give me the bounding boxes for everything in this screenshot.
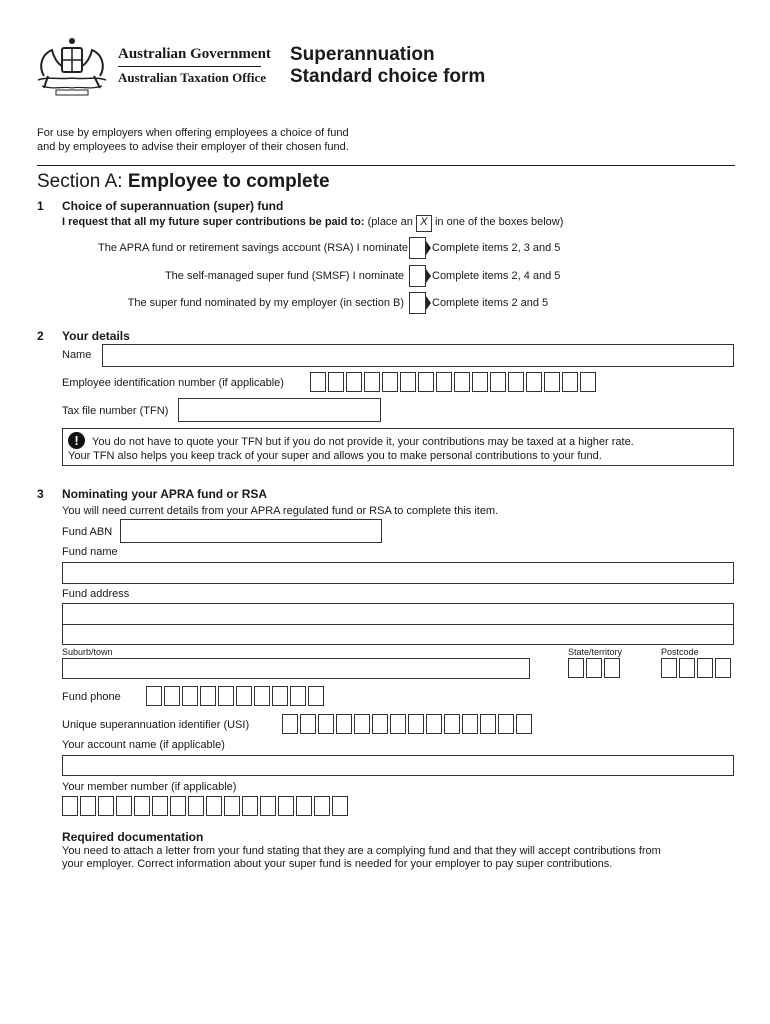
fund-abn-label: Fund ABN — [62, 526, 113, 538]
char-cell[interactable] — [98, 796, 114, 816]
char-cell[interactable] — [116, 796, 132, 816]
digit-cell[interactable] — [272, 686, 288, 706]
tfn-notice-line2: Your TFN also helps you keep track of your super and allows you to make personal contributions to your fund. — [68, 450, 602, 462]
item1-request-pre: (place an — [367, 216, 413, 228]
item1-request-mark: X — [416, 215, 432, 232]
item3-heading: Nominating your APRA fund or RSA — [62, 487, 268, 501]
section-divider — [37, 165, 735, 166]
letter-cell[interactable] — [586, 658, 602, 678]
name-label: Name — [62, 349, 92, 361]
fund-phone-input[interactable] — [146, 686, 324, 706]
item2-heading: Your details — [62, 329, 130, 343]
char-cell[interactable] — [300, 714, 316, 734]
warning-icon: ! — [68, 432, 85, 449]
fund-phone-label: Fund phone — [62, 691, 121, 703]
item2-number: 2 — [37, 329, 44, 343]
digit-cell[interactable] — [290, 686, 306, 706]
char-cell[interactable] — [332, 796, 348, 816]
letter-cell[interactable] — [604, 658, 620, 678]
digit-cell[interactable] — [580, 372, 596, 392]
digit-cell[interactable] — [454, 372, 470, 392]
usi-input[interactable] — [282, 714, 532, 734]
char-cell[interactable] — [426, 714, 442, 734]
digit-cell[interactable] — [346, 372, 362, 392]
char-cell[interactable] — [278, 796, 294, 816]
choice-checkbox-apra[interactable] — [409, 237, 426, 259]
digit-cell[interactable] — [146, 686, 162, 706]
digit-cell[interactable] — [490, 372, 506, 392]
choice-action-smsf: Complete items 2, 4 and 5 — [432, 270, 561, 282]
item3-number: 3 — [37, 487, 44, 501]
account-name-input[interactable] — [62, 755, 734, 776]
char-cell[interactable] — [80, 796, 96, 816]
fund-address-label: Fund address — [62, 588, 130, 600]
char-cell[interactable] — [408, 714, 424, 734]
choice-row-apra — [40, 238, 408, 260]
char-cell[interactable] — [152, 796, 168, 816]
choice-row-employer — [40, 293, 404, 315]
org-divider — [118, 66, 261, 67]
section-a-prefix: Section A: — [37, 171, 123, 192]
suburb-label: Suburb/town — [62, 647, 113, 657]
char-cell[interactable] — [224, 796, 240, 816]
form-title-line1: Superannuation — [290, 44, 435, 65]
digit-cell[interactable] — [508, 372, 524, 392]
item1-number: 1 — [37, 199, 44, 213]
employee-id-label: Employee identification number (if applicable) — [62, 377, 284, 389]
digit-cell[interactable] — [679, 658, 695, 678]
digit-cell[interactable] — [200, 686, 216, 706]
item1-request-bold: I request that all my future super contributions be paid to: — [62, 216, 365, 228]
char-cell[interactable] — [336, 714, 352, 734]
intro-text-line1: For use by employers when offering employees a choice of fund — [37, 127, 349, 139]
choice-action-employer: Complete items 2 and 5 — [432, 297, 549, 309]
item3-subtext: You will need current details from your APRA regulated fund or RSA to complete this item. — [62, 505, 499, 517]
account-name-label: Your account name (if applicable) — [62, 739, 225, 751]
digit-cell[interactable] — [364, 372, 380, 392]
digit-cell[interactable] — [661, 658, 677, 678]
intro-text-line2: and by employees to advise their employer of their chosen fund. — [37, 141, 349, 153]
coat-of-arms-logo — [34, 36, 110, 98]
name-input[interactable] — [102, 344, 734, 367]
org-name-secondary: Australian Taxation Office — [118, 70, 267, 85]
digit-cell[interactable] — [715, 658, 731, 678]
choice-action-apra: Complete items 2, 3 and 5 — [432, 242, 561, 254]
char-cell[interactable] — [260, 796, 276, 816]
tfn-input[interactable] — [178, 398, 381, 422]
arrow-right-icon — [426, 241, 431, 255]
required-docs-heading: Required documentation — [62, 830, 204, 844]
digit-cell[interactable] — [164, 686, 180, 706]
digit-cell[interactable] — [328, 372, 344, 392]
member-number-input[interactable] — [62, 796, 348, 816]
char-cell[interactable] — [188, 796, 204, 816]
digit-cell[interactable] — [182, 686, 198, 706]
item1-request — [62, 215, 563, 232]
fund-name-label: Fund name — [62, 546, 118, 558]
tfn-label: Tax file number (TFN) — [62, 405, 169, 417]
char-cell[interactable] — [372, 714, 388, 734]
item1-request-post: in one of the boxes below) — [434, 216, 564, 228]
digit-cell[interactable] — [310, 372, 326, 392]
state-input[interactable] — [568, 658, 620, 678]
state-label: State/territory — [568, 647, 623, 657]
char-cell[interactable] — [134, 796, 150, 816]
choice-checkbox-employer[interactable] — [409, 292, 426, 314]
fund-abn-input[interactable] — [120, 519, 382, 543]
required-docs-line2: your employer. Correct information about your super fund is needed for your employer to pay super contributions. — [62, 858, 613, 870]
char-cell[interactable] — [444, 714, 460, 734]
suburb-input[interactable] — [62, 658, 530, 679]
char-cell[interactable] — [462, 714, 478, 734]
digit-cell[interactable] — [697, 658, 713, 678]
postcode-label: Postcode — [661, 647, 699, 657]
char-cell[interactable] — [480, 714, 496, 734]
char-cell[interactable] — [516, 714, 532, 734]
digit-cell[interactable] — [400, 372, 416, 392]
arrow-right-icon — [426, 269, 431, 283]
org-name-primary: Australian Government — [118, 46, 271, 62]
choice-label-apra: The APRA fund or retirement savings account (RSA) I nominate — [98, 242, 408, 254]
char-cell[interactable] — [498, 714, 514, 734]
char-cell[interactable] — [390, 714, 406, 734]
postcode-input[interactable] — [661, 658, 731, 678]
char-cell[interactable] — [206, 796, 222, 816]
digit-cell[interactable] — [382, 372, 398, 392]
item1-heading: Choice of superannuation (super) fund — [62, 199, 284, 213]
digit-cell[interactable] — [254, 686, 270, 706]
char-cell[interactable] — [170, 796, 186, 816]
section-a-heading — [37, 171, 330, 193]
choice-row-smsf — [40, 266, 404, 288]
digit-cell[interactable] — [308, 686, 324, 706]
choice-label-employer: The super fund nominated by my employer (in section B) — [127, 297, 404, 309]
char-cell[interactable] — [242, 796, 258, 816]
employee-id-input[interactable] — [310, 372, 596, 392]
address-line-divider — [62, 624, 734, 625]
char-cell[interactable] — [296, 796, 312, 816]
digit-cell[interactable] — [526, 372, 542, 392]
choice-label-smsf: The self-managed super fund (SMSF) I nominate — [164, 270, 404, 282]
member-number-label: Your member number (if applicable) — [62, 781, 237, 793]
digit-cell[interactable] — [562, 372, 578, 392]
char-cell[interactable] — [354, 714, 370, 734]
required-docs-line1: You need to attach a letter from your fund stating that they are a complying fund and that they will accept contributions from — [62, 845, 661, 857]
digit-cell[interactable] — [418, 372, 434, 392]
section-a-title: Employee to complete — [127, 171, 330, 192]
arrow-right-icon — [426, 296, 431, 310]
digit-cell[interactable] — [544, 372, 560, 392]
char-cell[interactable] — [62, 796, 78, 816]
form-title-line2: Standard choice form — [290, 66, 486, 87]
char-cell[interactable] — [314, 796, 330, 816]
tfn-notice-line1: You do not have to quote your TFN but if you do not provide it, your contributions may be taxed at a higher rate. — [92, 436, 634, 448]
digit-cell[interactable] — [472, 372, 488, 392]
digit-cell[interactable] — [236, 686, 252, 706]
usi-label: Unique superannuation identifier (USI) — [62, 719, 250, 731]
char-cell[interactable] — [282, 714, 298, 734]
choice-checkbox-smsf[interactable] — [409, 265, 426, 287]
letter-cell[interactable] — [568, 658, 584, 678]
char-cell[interactable] — [318, 714, 334, 734]
fund-name-input[interactable] — [62, 562, 734, 584]
digit-cell[interactable] — [436, 372, 452, 392]
digit-cell[interactable] — [218, 686, 234, 706]
